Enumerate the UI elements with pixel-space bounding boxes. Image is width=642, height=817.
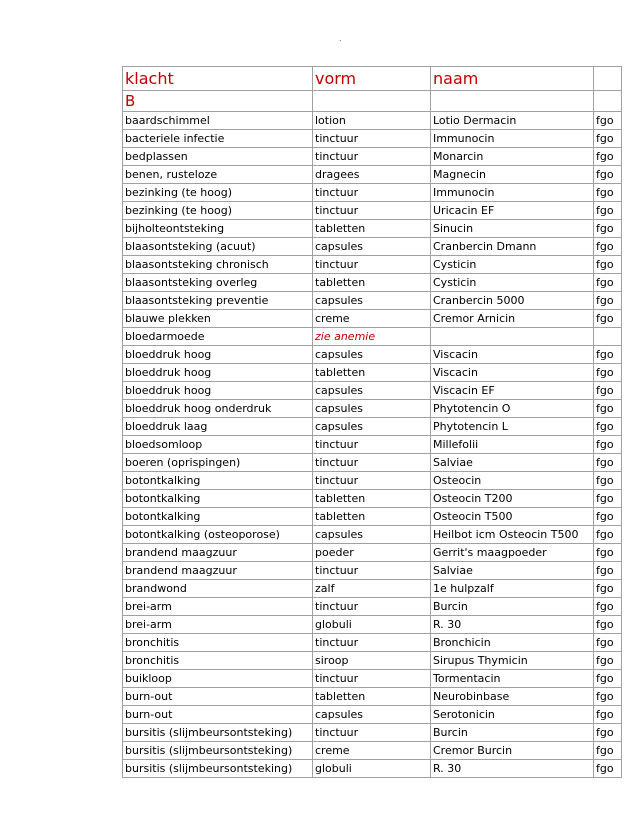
source-cell: fgo xyxy=(594,364,622,382)
source-cell: fgo xyxy=(594,562,622,580)
vorm-cell: zie anemie xyxy=(313,328,431,346)
table-row xyxy=(123,292,622,310)
naam-cell: Phytotencin L xyxy=(431,418,594,436)
klacht-cell: bloeddruk laag xyxy=(123,418,313,436)
naam-cell: Osteocin xyxy=(431,472,594,490)
vorm-cell: globuli xyxy=(313,760,431,778)
page-mark: . xyxy=(339,34,342,43)
klacht-cell: botontkalking xyxy=(123,508,313,526)
source-cell: fgo xyxy=(594,112,622,130)
source-cell: fgo xyxy=(594,760,622,778)
naam-cell: Heilbot icm Osteocin T500 xyxy=(431,526,594,544)
klacht-cell: brei-arm xyxy=(123,598,313,616)
naam-cell: Serotonicin xyxy=(431,706,594,724)
table-row xyxy=(123,526,622,544)
source-cell: fgo xyxy=(594,130,622,148)
source-cell: fgo xyxy=(594,292,622,310)
vorm-cell: tinctuur xyxy=(313,670,431,688)
vorm-cell: siroop xyxy=(313,652,431,670)
klacht-cell: brei-arm xyxy=(123,616,313,634)
table-row xyxy=(123,418,622,436)
table-row xyxy=(123,328,622,346)
header-extra xyxy=(594,67,622,91)
vorm-cell: capsules xyxy=(313,418,431,436)
klacht-cell: bloeddruk hoog xyxy=(123,382,313,400)
klacht-cell: bursitis (slijmbeursontsteking) xyxy=(123,724,313,742)
table-row xyxy=(123,382,622,400)
klacht-cell: bedplassen xyxy=(123,148,313,166)
table-row xyxy=(123,490,622,508)
vorm-cell: poeder xyxy=(313,544,431,562)
source-cell: fgo xyxy=(594,688,622,706)
klacht-cell: brandwond xyxy=(123,580,313,598)
vorm-cell: capsules xyxy=(313,238,431,256)
remedy-table xyxy=(122,66,622,778)
klacht-cell: bloeddruk hoog xyxy=(123,346,313,364)
source-cell: fgo xyxy=(594,202,622,220)
vorm-cell: tinctuur xyxy=(313,130,431,148)
naam-cell: Viscacin xyxy=(431,364,594,382)
klacht-cell: blaasontsteking chronisch xyxy=(123,256,313,274)
naam-cell: Cysticin xyxy=(431,256,594,274)
naam-cell: Phytotencin O xyxy=(431,400,594,418)
naam-cell: Cremor Arnicin xyxy=(431,310,594,328)
table-row xyxy=(123,652,622,670)
section-row xyxy=(123,91,622,112)
vorm-cell: lotion xyxy=(313,112,431,130)
section-empty xyxy=(594,91,622,112)
naam-cell: Lotio Dermacin xyxy=(431,112,594,130)
table-row xyxy=(123,670,622,688)
vorm-cell: capsules xyxy=(313,292,431,310)
vorm-cell: tinctuur xyxy=(313,634,431,652)
naam-cell: 1e hulpzalf xyxy=(431,580,594,598)
source-cell: fgo xyxy=(594,418,622,436)
source-cell: fgo xyxy=(594,742,622,760)
klacht-cell: bursitis (slijmbeursontsteking) xyxy=(123,742,313,760)
table-row xyxy=(123,562,622,580)
klacht-cell: burn-out xyxy=(123,706,313,724)
vorm-cell: tinctuur xyxy=(313,202,431,220)
source-cell: fgo xyxy=(594,310,622,328)
vorm-cell: tinctuur xyxy=(313,472,431,490)
naam-cell: Millefolii xyxy=(431,436,594,454)
vorm-cell: tinctuur xyxy=(313,724,431,742)
section-empty xyxy=(431,91,594,112)
klacht-cell: bursitis (slijmbeursontsteking) xyxy=(123,760,313,778)
vorm-cell: tabletten xyxy=(313,688,431,706)
table-row xyxy=(123,256,622,274)
vorm-cell: tinctuur xyxy=(313,598,431,616)
klacht-cell: baardschimmel xyxy=(123,112,313,130)
table-row xyxy=(123,112,622,130)
naam-cell: Gerrit's maagpoeder xyxy=(431,544,594,562)
source-cell: fgo xyxy=(594,256,622,274)
vorm-cell: dragees xyxy=(313,166,431,184)
klacht-cell: botontkalking xyxy=(123,490,313,508)
table-row xyxy=(123,130,622,148)
vorm-cell: tinctuur xyxy=(313,184,431,202)
klacht-cell: benen, rusteloze xyxy=(123,166,313,184)
table-row xyxy=(123,508,622,526)
naam-cell: Burcin xyxy=(431,724,594,742)
table-row xyxy=(123,274,622,292)
naam-cell: Viscacin EF xyxy=(431,382,594,400)
vorm-cell: capsules xyxy=(313,706,431,724)
table-row xyxy=(123,202,622,220)
naam-cell: Monarcin xyxy=(431,148,594,166)
source-cell: fgo xyxy=(594,580,622,598)
source-cell: fgo xyxy=(594,472,622,490)
section-empty xyxy=(313,91,431,112)
source-cell: fgo xyxy=(594,490,622,508)
naam-cell: Cranbercin 5000 xyxy=(431,292,594,310)
naam-cell: R. 30 xyxy=(431,616,594,634)
table-row xyxy=(123,472,622,490)
table-row xyxy=(123,364,622,382)
source-cell: fgo xyxy=(594,724,622,742)
table-row xyxy=(123,220,622,238)
klacht-cell: buikloop xyxy=(123,670,313,688)
table-row xyxy=(123,400,622,418)
naam-cell: Cranbercin Dmann xyxy=(431,238,594,256)
source-cell: fgo xyxy=(594,706,622,724)
source-cell: fgo xyxy=(594,184,622,202)
table-row xyxy=(123,436,622,454)
naam-cell: Neurobinbase xyxy=(431,688,594,706)
klacht-cell: blauwe plekken xyxy=(123,310,313,328)
naam-cell: Osteocin T500 xyxy=(431,508,594,526)
naam-cell: Burcin xyxy=(431,598,594,616)
klacht-cell: bronchitis xyxy=(123,634,313,652)
naam-cell: Viscacin xyxy=(431,346,594,364)
source-cell: fgo xyxy=(594,166,622,184)
naam-cell: Cysticin xyxy=(431,274,594,292)
vorm-cell: tinctuur xyxy=(313,436,431,454)
section-letter: B xyxy=(123,91,313,112)
source-cell: fgo xyxy=(594,652,622,670)
klacht-cell: bloedarmoede xyxy=(123,328,313,346)
vorm-cell: tabletten xyxy=(313,220,431,238)
klacht-cell: blaasontsteking preventie xyxy=(123,292,313,310)
table-row xyxy=(123,616,622,634)
vorm-cell: tinctuur xyxy=(313,148,431,166)
source-cell: fgo xyxy=(594,526,622,544)
source-cell: fgo xyxy=(594,238,622,256)
naam-cell: Sinucin xyxy=(431,220,594,238)
table-row xyxy=(123,346,622,364)
header-vorm: vorm xyxy=(313,67,431,91)
vorm-cell: tabletten xyxy=(313,508,431,526)
vorm-cell: capsules xyxy=(313,346,431,364)
source-cell: fgo xyxy=(594,148,622,166)
naam-cell: Bronchicin xyxy=(431,634,594,652)
klacht-cell: bloeddruk hoog xyxy=(123,364,313,382)
vorm-cell: tinctuur xyxy=(313,562,431,580)
header-naam: naam xyxy=(431,67,594,91)
vorm-cell: capsules xyxy=(313,400,431,418)
vorm-cell: capsules xyxy=(313,526,431,544)
source-cell: fgo xyxy=(594,616,622,634)
vorm-cell: tabletten xyxy=(313,274,431,292)
naam-cell xyxy=(431,328,594,346)
naam-cell: R. 30 xyxy=(431,760,594,778)
table-row xyxy=(123,544,622,562)
klacht-cell: bacteriele infectie xyxy=(123,130,313,148)
source-cell: fgo xyxy=(594,634,622,652)
klacht-cell: brandend maagzuur xyxy=(123,544,313,562)
table-row xyxy=(123,148,622,166)
naam-cell: Osteocin T200 xyxy=(431,490,594,508)
table-row xyxy=(123,724,622,742)
naam-cell: Sirupus Thymicin xyxy=(431,652,594,670)
source-cell: fgo xyxy=(594,454,622,472)
klacht-cell: botontkalking (osteoporose) xyxy=(123,526,313,544)
naam-cell: Cremor Burcin xyxy=(431,742,594,760)
table-row xyxy=(123,688,622,706)
header-row xyxy=(123,67,622,91)
klacht-cell: bronchitis xyxy=(123,652,313,670)
table-row xyxy=(123,184,622,202)
table-row xyxy=(123,634,622,652)
source-cell: fgo xyxy=(594,670,622,688)
source-cell: fgo xyxy=(594,508,622,526)
source-cell xyxy=(594,328,622,346)
vorm-cell: tinctuur xyxy=(313,256,431,274)
klacht-cell: boeren (oprispingen) xyxy=(123,454,313,472)
naam-cell: Immunocin xyxy=(431,130,594,148)
naam-cell: Magnecin xyxy=(431,166,594,184)
source-cell: fgo xyxy=(594,382,622,400)
vorm-cell: creme xyxy=(313,742,431,760)
table-row xyxy=(123,238,622,256)
header-klacht: klacht xyxy=(123,67,313,91)
vorm-cell: tabletten xyxy=(313,364,431,382)
source-cell: fgo xyxy=(594,274,622,292)
klacht-cell: bezinking (te hoog) xyxy=(123,184,313,202)
source-cell: fgo xyxy=(594,544,622,562)
table-row xyxy=(123,166,622,184)
klacht-cell: blaasontsteking overleg xyxy=(123,274,313,292)
table-row xyxy=(123,742,622,760)
table-row xyxy=(123,760,622,778)
klacht-cell: bijholteontsteking xyxy=(123,220,313,238)
vorm-cell: globuli xyxy=(313,616,431,634)
vorm-cell: zalf xyxy=(313,580,431,598)
naam-cell: Salviae xyxy=(431,454,594,472)
klacht-cell: bloedsomloop xyxy=(123,436,313,454)
klacht-cell: bezinking (te hoog) xyxy=(123,202,313,220)
klacht-cell: blaasontsteking (acuut) xyxy=(123,238,313,256)
vorm-cell: capsules xyxy=(313,382,431,400)
klacht-cell: burn-out xyxy=(123,688,313,706)
vorm-cell: creme xyxy=(313,310,431,328)
source-cell: fgo xyxy=(594,220,622,238)
source-cell: fgo xyxy=(594,400,622,418)
source-cell: fgo xyxy=(594,346,622,364)
table-row xyxy=(123,580,622,598)
table-row xyxy=(123,598,622,616)
klacht-cell: brandend maagzuur xyxy=(123,562,313,580)
naam-cell: Salviae xyxy=(431,562,594,580)
table-row xyxy=(123,706,622,724)
vorm-cell: tabletten xyxy=(313,490,431,508)
klacht-cell: botontkalking xyxy=(123,472,313,490)
table-row xyxy=(123,454,622,472)
vorm-cell: tinctuur xyxy=(313,454,431,472)
table-row xyxy=(123,310,622,328)
naam-cell: Immunocin xyxy=(431,184,594,202)
source-cell: fgo xyxy=(594,598,622,616)
source-cell: fgo xyxy=(594,436,622,454)
naam-cell: Tormentacin xyxy=(431,670,594,688)
naam-cell: Uricacin EF xyxy=(431,202,594,220)
klacht-cell: bloeddruk hoog onderdruk xyxy=(123,400,313,418)
